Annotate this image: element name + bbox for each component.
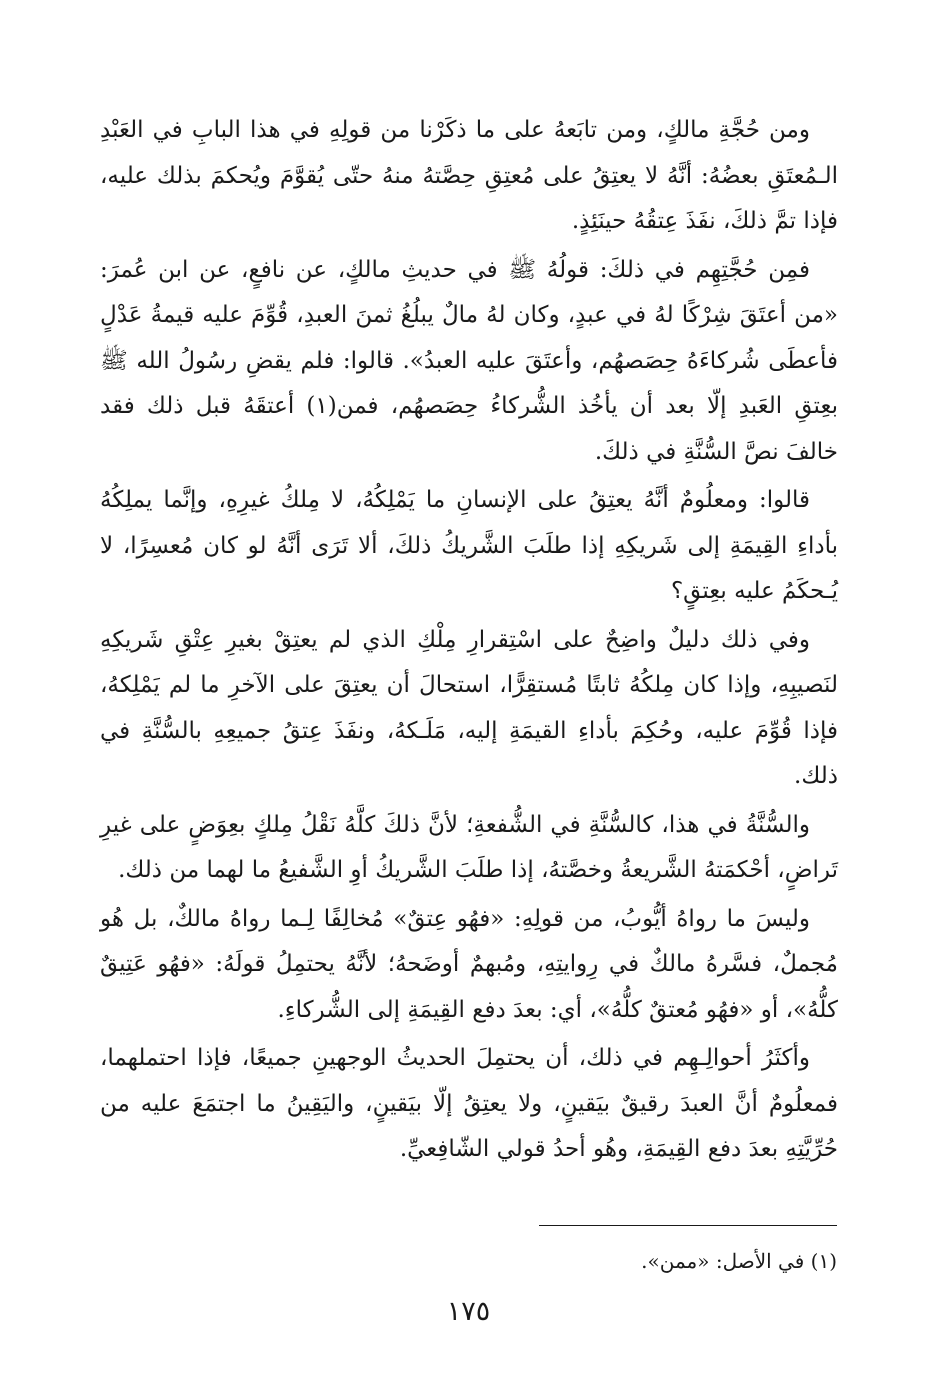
paragraph-7: وأكثَرُ أحوالِـهِم في ذلك، أن يحتمِلَ الحديثُ الوجهينِ جميعًا، فإذا احتملهما، فمعلُومٌ أنَّ العبدَ رقيقٌ بيَقينٍ، ولا يعتِقُ إلّا بيَقينٍ، واليَقِينُ ما اجتمَعَ عليه من حُرِّيَّتِهِ بعدَ دفع القِيمَةِ، وهُو أحدُ قولي الشّافِعيِّ.	[100, 1045, 838, 1162]
paragraph-6: وليسَ ما رواهُ أيُّوبُ، من قولِهِ: «فهُو عِتقٌ» مُخالِفًا لِـما رواهُ مالكٌ، بل هُو مُجملٌ، فسَّرهُ مالكٌ في رِوايتِهِ، ومُبهمٌ أوضَحهُ؛ لأنَّهُ يحتمِلُ قولَهُ: «فهُو عَتِيقٌ كلُّهُ»، أو «فهُو مُعتقٌ كلُّهُ»، أي: بعدَ دفع القِيمَةِ إلى الشُّركاءِ.	[100, 905, 838, 1023]
paragraph-3: قالوا: ومعلُومٌ أنَّهُ يعتِقُ على الإنسانِ ما يَمْلِكُهُ، لا مِلكُ غيرِهِ، وإنَّما يملِكُهُ بأداءِ القِيمَةِ إلى شَريكِهِ إذا طلَبَ الشَّريكُ ذلكَ، ألا تَرَى أنَّهُ لو كان مُعسِرًا، لا يُـحكَمُ عليه بعِتقٍ؟	[100, 487, 838, 604]
footnote-divider	[539, 1225, 837, 1226]
paragraph-2: فمِن حُجَّتِهِم في ذلكَ: قولُهُ ﷺ في حديثِ مالكٍ، عن نافعٍ، عن ابن عُمرَ: «من أعتَقَ شِرْكًا لهُ في عبدٍ، وكان لهُ مالٌ يبلُغُ ثمنَ العبدِ، قُوِّمَ عليه قيمةُ عَدْلٍ فأعطَى شُركاءَهُ حِصَصهُم، وأعتَقَ عليه العبدُ». قالوا: فلم يقضِ رسُولُ الله ﷺ بعِتقِ العَبدِ إلّا بعد أن يأخُذ الشُّركاءُ حِصَصهُم، فمن(١) أعتقَهُ قبل ذلك فقد خالفَ نصَّ السُّنَّةِ في ذلكَ.	[100, 256, 838, 465]
paragraph-1: ومن حُجَّةِ مالكٍ، ومن تابَعهُ على ما ذكَرْنا من قولِهِ في هذا البابِ في العَبْدِ الـمُعتَقِ بعضُهُ: أنَّهُ لا يعتِقُ على مُعتِقِ حِصَّتهُ منهُ حتّى يُقوَّمَ ويُحكمَ بذلك عليه، فإذا تمَّ ذلكَ، نفَذَ عِتقُهُ حينَئِذٍ.	[100, 117, 838, 234]
main-text	[100, 108, 838, 1176]
footnote: (١) في الأصل: «ممن».	[641, 1249, 837, 1273]
page-number: ١٧٥	[446, 1296, 491, 1327]
paragraph-5: والسُّنَّةُ في هذا، كالسُّنَّةِ في الشُّفعةِ؛ لأنَّ ذلكَ كلَّهُ نَقْلُ مِلكٍ بعِوَضٍ على غيرِ تَراضٍ، أحْكمَتهُ الشَّريعةُ وخصَّتهُ، إذا طلَبَ الشَّريكُ أوِ الشَّفيعُ ما لهما من ذلك.	[100, 811, 838, 883]
paragraph-4: وفي ذلك دليلٌ واضِحٌ على اسْتِقرارِ مِلْكِ الذي لم يعتِقْ بغيرِ عِتْقِ شَريكِهِ لنَصيبِهِ، وإذا كان مِلكُهُ ثابتًا مُستقِرًّا، استحالَ أن يعتِقَ على الآخرِ ما لم يَمْلِكهُ، فإذا قُوِّمَ عليه، وحُكِمَ بأداءِ القيمَةِ إليه، مَلَـكهُ، ونفَذَ عِتقُ جميعِهِ بالسُّنَّةِ في ذلك.	[100, 626, 838, 789]
